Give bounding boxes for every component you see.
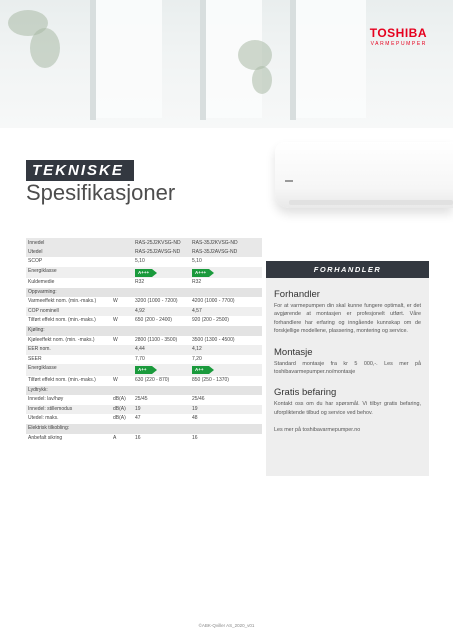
panel-header: FORHANDLER	[266, 261, 429, 278]
spec-label: Utedel	[28, 249, 43, 255]
spec-row	[26, 336, 262, 346]
section-heading-inspection: Gratis befaring	[274, 387, 337, 399]
spec-label: Varmeeffekt nom. (min.-maks.)	[28, 298, 97, 305]
spec-value-model-2: 3500 (1300 - 4500)	[192, 336, 235, 343]
hero-photo	[0, 0, 453, 128]
spec-value-model-1: R32	[135, 279, 145, 286]
spec-row	[26, 307, 262, 317]
spec-label: SCOP	[28, 258, 43, 264]
spec-value-model-1: 7,70	[135, 355, 145, 362]
spec-label: Utedel: maks.	[28, 415, 59, 422]
spec-value-model-1: 25/45	[135, 396, 148, 403]
window-frame	[200, 0, 206, 120]
spec-value-model-2: RAS-35J2KVSG-ND	[192, 240, 238, 246]
spec-section-row	[26, 386, 262, 396]
spec-value-model-1: 19	[135, 405, 141, 412]
plant-blur	[30, 28, 60, 68]
spec-value-model-1: RAS-25J2AVSG-ND	[135, 249, 181, 255]
spec-value-model-1: 630 (220 - 870)	[135, 376, 170, 383]
spec-value-model-2: 4200 (1000 - 7700)	[192, 298, 235, 305]
section-text-dealer: For at varmepumpen din skal kunne fungere optimalt, er det avgjørende at montasjen er profesjonelt utført. Våre forhandlere har erfaring og inngående kunnskap om de forskjellige modellene, plassering, montering og service.	[274, 303, 421, 335]
spec-value-model-2: 48	[192, 415, 198, 422]
energy-class-label	[135, 366, 157, 374]
plant-blur	[252, 66, 272, 94]
spec-unit: W	[113, 376, 118, 383]
energy-class-arrow	[152, 269, 157, 277]
spec-section-label: Lydtrykk:	[28, 386, 48, 393]
window-frame	[90, 0, 96, 120]
energy-class-value: A++	[192, 366, 209, 374]
window-frame	[290, 0, 296, 120]
section-heading-installation: Montasje	[274, 346, 313, 358]
spec-value-model-2: 4,12	[192, 346, 202, 353]
energy-class-arrow	[152, 366, 157, 374]
spec-value-model-1: 16	[135, 434, 141, 441]
spec-label: Energiklasse	[28, 365, 57, 372]
spec-row	[26, 257, 262, 267]
spec-section-label: Elektrisk tilkobling:	[28, 424, 70, 431]
spec-label: Innedel: lav/høy	[28, 396, 64, 403]
plant-blur	[238, 40, 272, 70]
page-title: Spesifikasjoner	[26, 180, 176, 205]
spec-value-model-1: RAS-25J2KVSG-ND	[135, 240, 181, 246]
spec-value-model-2: 5,10	[192, 258, 202, 264]
spec-row	[26, 316, 262, 326]
indoor-unit-logo	[285, 180, 293, 182]
energy-class-value: A+++	[192, 269, 209, 277]
spec-value-model-1: 3200 (1000 - 7200)	[135, 298, 178, 305]
spec-row	[26, 238, 262, 257]
spec-value-model-2: 16	[192, 434, 198, 441]
spec-value-model-2: R32	[192, 279, 202, 286]
toshiba-logo	[370, 26, 427, 47]
energy-class-value: A++	[135, 366, 152, 374]
spec-value-model-2: 850 (250 - 1370)	[192, 376, 229, 383]
spec-label: COP nominell	[28, 307, 59, 314]
spec-unit: W	[113, 336, 118, 343]
indoor-unit-vent	[289, 200, 453, 205]
spec-row	[26, 278, 262, 288]
spec-section-row	[26, 288, 262, 298]
spec-row	[26, 395, 262, 405]
spec-row	[26, 414, 262, 424]
spec-unit: A	[113, 434, 117, 441]
spec-value-model-1: 4,92	[135, 307, 145, 314]
spec-unit: dB(A)	[113, 405, 126, 412]
spec-value-model-1: 4,44	[135, 346, 145, 353]
indoor-unit-body	[275, 142, 453, 208]
energy-class-arrow	[209, 366, 214, 374]
spec-unit: W	[113, 317, 118, 324]
spec-value-model-1: 5,10	[135, 258, 145, 264]
spec-value-model-2: RAS-35J2AVSG-ND	[192, 249, 238, 255]
dealer-panel	[266, 261, 429, 476]
spec-value-model-1: 650 (200 - 2400)	[135, 317, 172, 324]
spec-value-model-1: 47	[135, 415, 141, 422]
section-text-inspection: Kontakt oss om du har spørsmål. Vi tilbyr gratis befaring, uforpliktende tilbud og service ved behov.	[274, 401, 421, 416]
spec-table	[26, 238, 262, 443]
spec-section-row	[26, 424, 262, 434]
spec-row	[26, 267, 262, 279]
spec-row	[26, 405, 262, 415]
section-badge: TEKNISKE	[26, 160, 134, 181]
section-heading-dealer: Forhandler	[274, 289, 320, 300]
window-light	[96, 0, 162, 118]
spec-label: Innedel: stillemodus	[28, 405, 73, 412]
spec-row	[26, 434, 262, 444]
spec-label: EER nom.	[28, 346, 51, 353]
spec-unit: W	[113, 298, 118, 305]
spec-value-model-2: 7,20	[192, 355, 202, 362]
spec-value-model-2: 920 (200 - 2500)	[192, 317, 229, 324]
spec-unit: dB(A)	[113, 396, 126, 403]
footer-copyright: ©ABK-Qviller AS_2020_v01	[198, 623, 255, 628]
logo-wordmark: TOSHIBA	[369, 26, 427, 40]
spec-section-row	[26, 326, 262, 336]
spec-label: SEER	[28, 355, 42, 362]
spec-value-model-2: 19	[192, 405, 198, 412]
indoor-unit-image	[275, 142, 453, 216]
spec-label: Energiklasse	[28, 267, 57, 274]
energy-class-label	[192, 366, 214, 374]
spec-unit: dB(A)	[113, 415, 126, 422]
spec-value-model-2: 4,57	[192, 307, 202, 314]
spec-label: Kjøleeffekt nom. (min. -maks.)	[28, 336, 95, 343]
energy-class-label	[135, 269, 157, 277]
spec-label: Tilført effekt nom. (min.-maks.)	[28, 376, 96, 383]
spec-row	[26, 364, 262, 376]
spec-label: Anbefalt sikring	[28, 434, 63, 441]
spec-row	[26, 345, 262, 355]
spec-value-model-1: 2800 (1100 - 3500)	[135, 336, 178, 343]
window-light	[296, 0, 366, 118]
spec-value-model-2: 25/46	[192, 396, 205, 403]
spec-label: Kuldemedie	[28, 279, 55, 286]
energy-class-value: A+++	[135, 269, 152, 277]
energy-class-arrow	[209, 269, 214, 277]
spec-label: Tilført effekt nom. (min.-maks.)	[28, 317, 96, 324]
energy-class-label	[192, 269, 214, 277]
section-text-installation: Standard montasje fra kr 5 000,-. Les mer på toshibavarmepumper.no/montasje	[274, 360, 421, 376]
spec-row	[26, 297, 262, 307]
spec-section-label: Oppvarming:	[28, 288, 57, 295]
spec-row	[26, 355, 262, 365]
spec-section-label: Kjøling:	[28, 327, 45, 334]
logo-tagline: VARMEPUMPER	[370, 41, 427, 47]
website-link[interactable]: Les mer på toshibavarmepumper.no	[274, 427, 361, 434]
spec-label: Innedel	[28, 240, 45, 246]
spec-row	[26, 376, 262, 386]
